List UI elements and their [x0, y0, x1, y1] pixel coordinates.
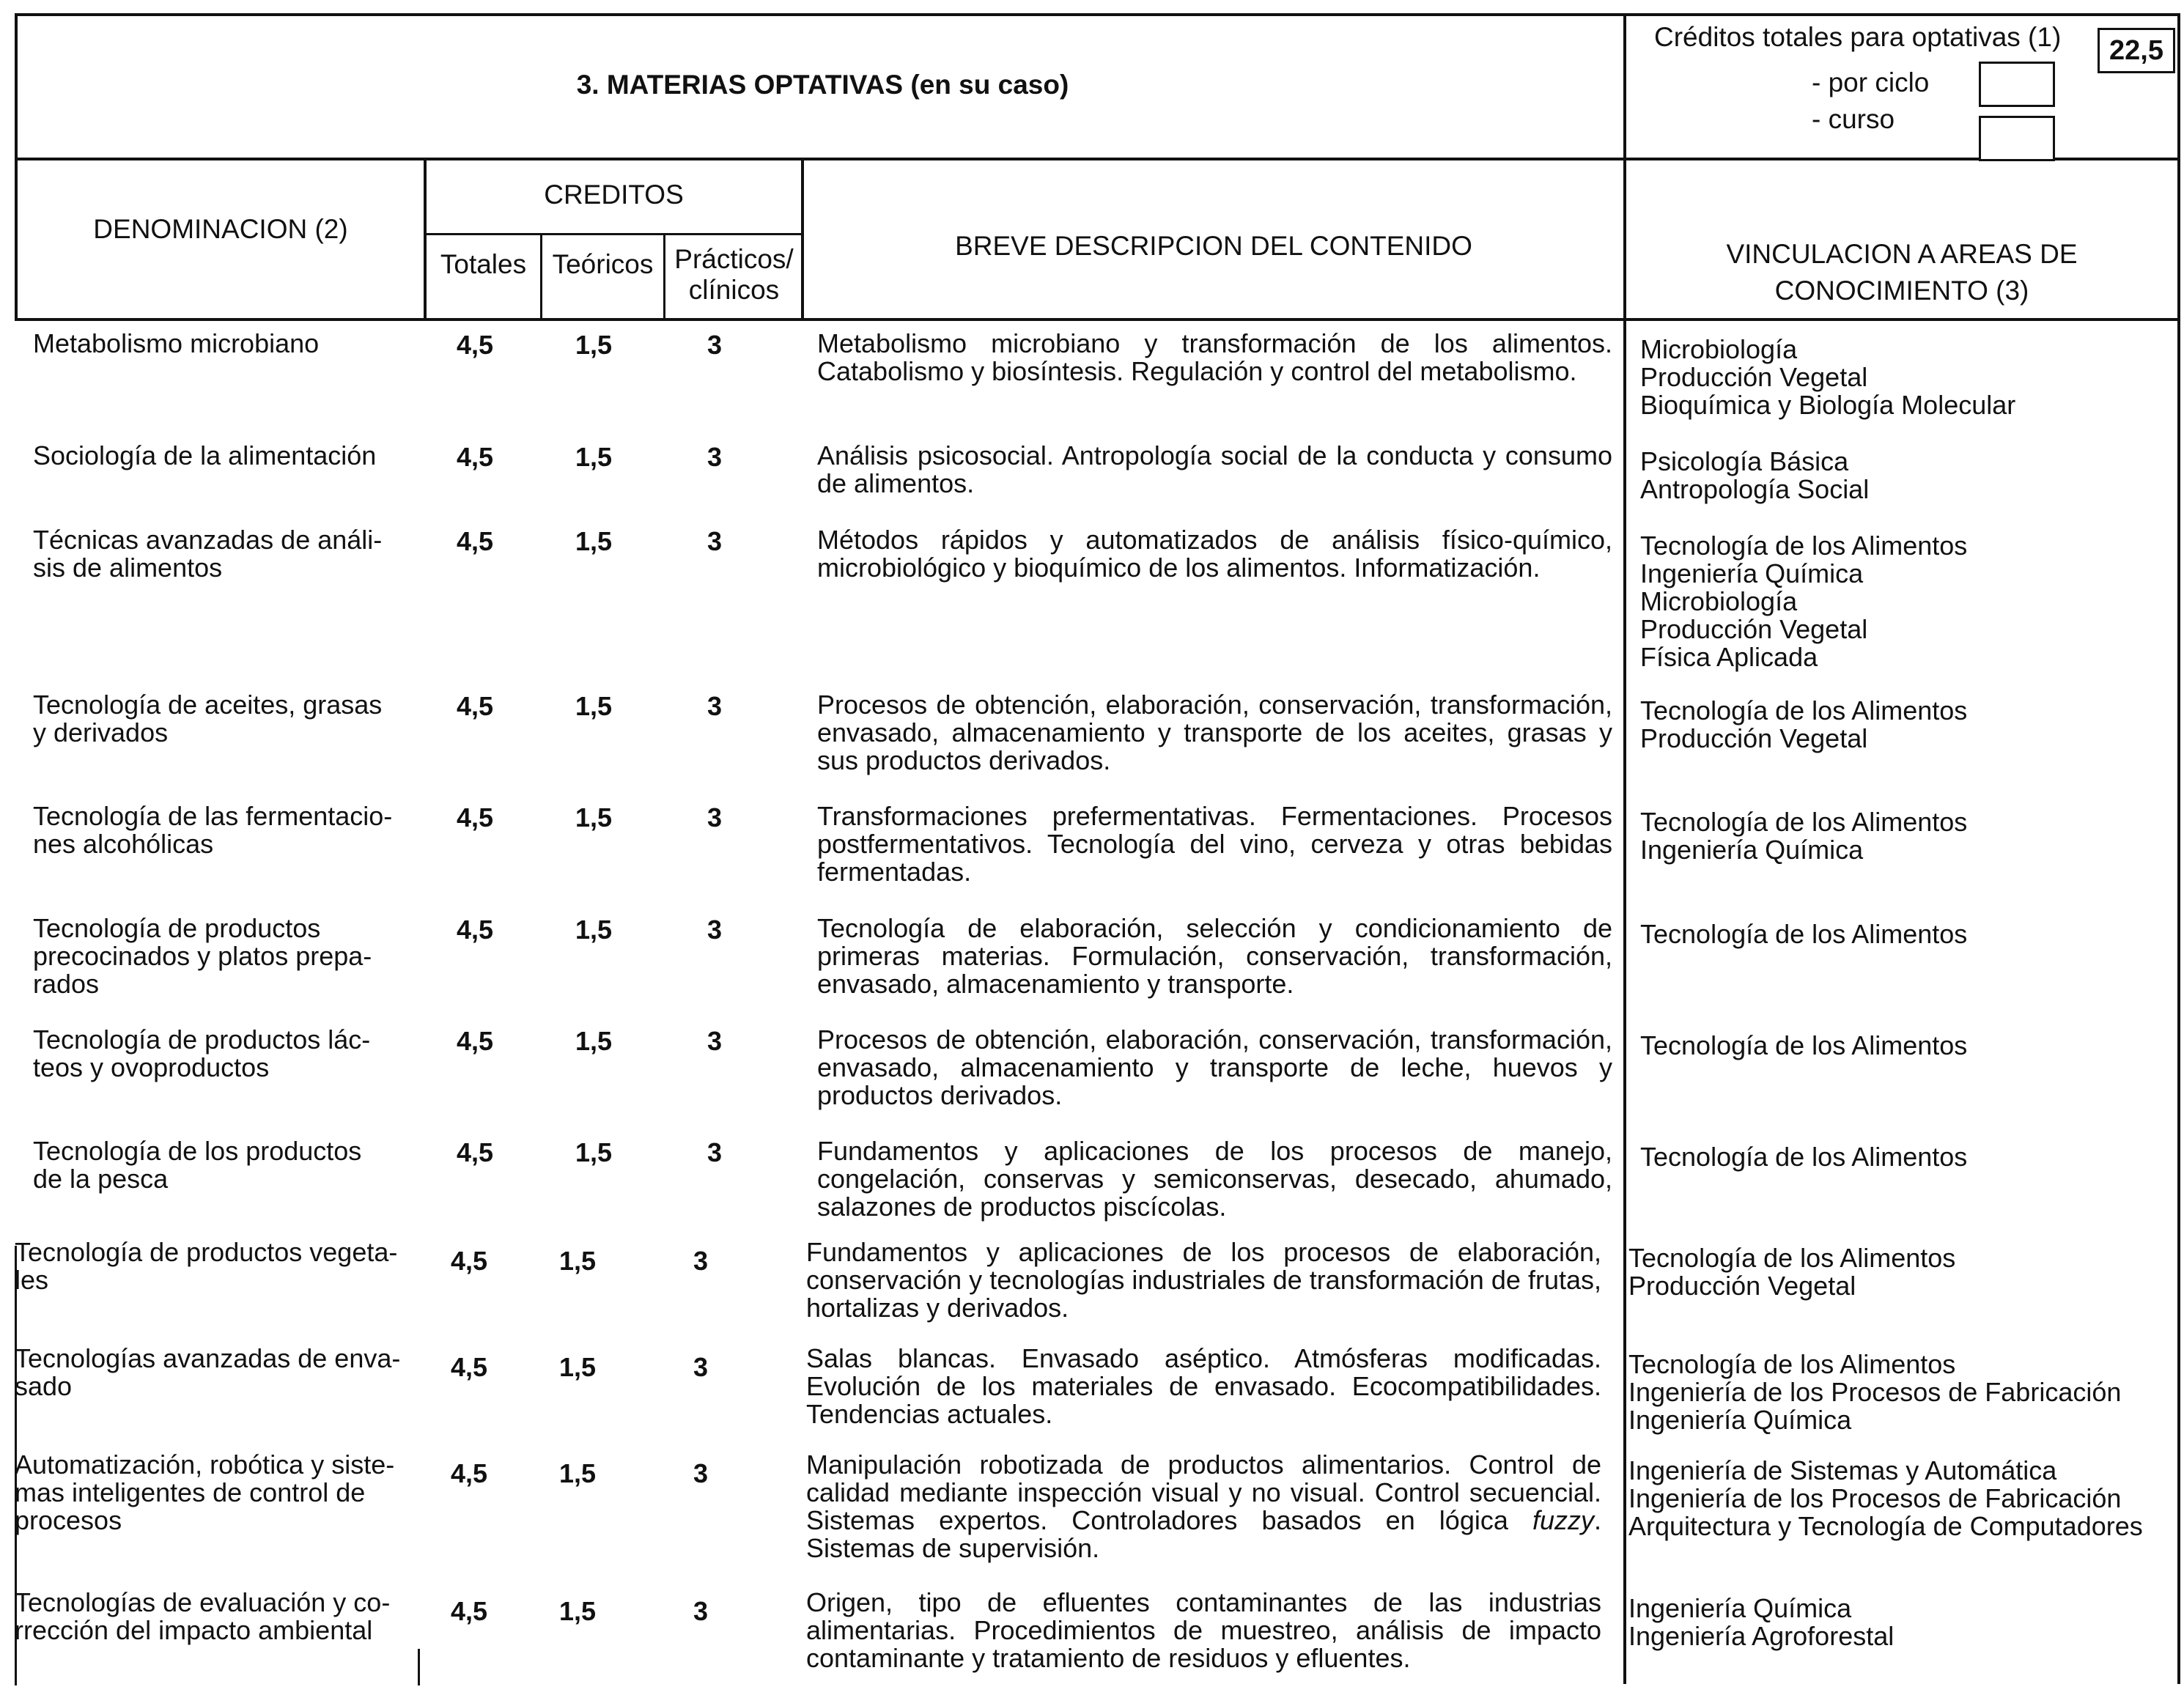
credits-totales: 4,5	[456, 802, 494, 832]
knowledge-area: Tecnología de los Alimentos	[1640, 695, 1968, 725]
knowledge-areas	[1640, 532, 2173, 671]
subject-name	[33, 1137, 414, 1193]
description-part: . Sistemas de supervisión.	[806, 1505, 1601, 1563]
credits-totales: 4,5	[456, 1026, 494, 1056]
frame-left	[15, 13, 18, 321]
col-totales: Totales	[440, 249, 527, 279]
subject-description: Métodos rápidos y automatizados de análisis físico-químico, microbiológico y bioquímico de los alimentos. Informatización.	[817, 525, 1612, 583]
credits-teoricos: 1,5	[575, 442, 613, 472]
knowledge-area: Ingeniería Química	[1628, 1593, 1852, 1623]
knowledge-area: Ingeniería de los Procesos de Fabricación	[1628, 1377, 2122, 1407]
credits-totales: 4,5	[450, 1246, 488, 1276]
credits-total-value: 22,5	[2098, 28, 2175, 73]
subject-name-line: Sociología de la alimentación	[33, 440, 377, 470]
subject-description: Análisis psicosocial. Antropología social de la conducta y consumo de alimentos.	[817, 440, 1612, 498]
knowledge-area: Ingeniería Química	[1640, 558, 1864, 588]
knowledge-areas	[1628, 1351, 2173, 1434]
subject-description: Origen, tipo de efluentes contaminantes de las industrias alimentarias. Procedimientos de muestreo, análisis de impacto contaminante y tratamiento de residuos y efluentes.	[806, 1587, 1601, 1673]
knowledge-area: Producción Vegetal	[1640, 362, 1868, 392]
credits-total-label: Créditos totales para optativas (1)	[1654, 22, 2062, 52]
col-denominacion: DENOMINACION (2)	[93, 214, 348, 244]
subject-name	[33, 802, 414, 858]
knowledge-area: Física Aplicada	[1640, 642, 1818, 672]
subject-name-line: de la pesca	[33, 1164, 169, 1194]
col-vinculacion	[1626, 236, 2177, 309]
credits-teoricos: 1,5	[558, 1458, 597, 1488]
frame-right	[2177, 13, 2180, 1684]
knowledge-area: Tecnología de los Alimentos	[1640, 531, 1968, 561]
subject-name	[33, 442, 414, 470]
credits-practicos: 3	[693, 1596, 709, 1626]
knowledge-areas	[1640, 1032, 2173, 1060]
subject-name	[15, 1238, 414, 1294]
knowledge-area: Producción Vegetal	[1628, 1271, 1856, 1301]
col-practicos-line2: clínicos	[688, 275, 780, 305]
subject-name-line: y derivados	[33, 717, 169, 747]
subject-name-line: Automatización, robótica y siste-	[15, 1450, 395, 1480]
credits-totales: 4,5	[456, 691, 494, 721]
subject-name-line: precocinados y platos prepa-	[33, 941, 372, 971]
knowledge-area: Tecnología de los Alimentos	[1640, 1030, 1968, 1060]
subject-name-line: Tecnología de las fermentacio-	[33, 801, 393, 831]
subject-name	[33, 330, 414, 358]
subject-name-line: Metabolismo microbiano	[33, 328, 320, 358]
credits-practicos: 3	[707, 1137, 723, 1167]
subject-description: Metabolismo microbiano y transformación de los alimentos. Catabolismo y biosíntesis. Regulación y control del metabolismo.	[817, 328, 1612, 386]
subject-name-line: nes alcohólicas	[33, 829, 214, 859]
per-course-box	[1979, 116, 2055, 161]
knowledge-areas	[1640, 448, 2173, 503]
credits-practicos: 3	[707, 915, 723, 945]
description-part: fuzzy	[1532, 1505, 1594, 1535]
subject-name-line: rrección del impacto ambiental	[15, 1615, 373, 1645]
knowledge-areas	[1640, 697, 2173, 753]
body-left-stub	[418, 1649, 420, 1685]
knowledge-area: Microbiología	[1640, 334, 1798, 364]
credits-totales: 4,5	[456, 442, 494, 472]
subject-name-line: Tecnología de los productos	[33, 1136, 362, 1166]
knowledge-areas	[1640, 808, 2173, 864]
subject-name	[15, 1345, 414, 1400]
knowledge-areas	[1640, 1143, 2173, 1171]
knowledge-area: Ingeniería Química	[1640, 835, 1864, 865]
subject-description: Procesos de obtención, elaboración, conservación, transformación, envasado, almacenamiento y transporte de los aceites, grasas y sus productos derivados.	[817, 690, 1612, 775]
subject-name	[15, 1451, 414, 1535]
col-creditos: CREDITOS	[544, 180, 684, 210]
subject-name-line: rados	[33, 969, 100, 999]
per-cycle-label: - por ciclo	[1812, 67, 1930, 97]
credits-practicos: 3	[707, 442, 723, 472]
subject-name-line: Tecnología de aceites, grasas	[33, 690, 383, 720]
credits-practicos: 3	[707, 330, 723, 360]
credits-practicos: 3	[707, 802, 723, 832]
subject-description: Fundamentos y aplicaciones de los procesos de manejo, congelación, conservas y semiconservas, desecado, ahumado, salazones de productos piscícolas.	[817, 1136, 1612, 1222]
subject-name-line: Tecnologías avanzadas de enva-	[15, 1343, 401, 1373]
knowledge-area: Antropología Social	[1640, 474, 1870, 504]
knowledge-area: Ingeniería de los Procesos de Fabricación	[1628, 1483, 2122, 1513]
col-teoricos: Teóricos	[552, 249, 654, 279]
col-practicos-line1: Prácticos/	[674, 244, 794, 274]
subject-name	[33, 691, 414, 747]
subject-name-line: sado	[15, 1371, 73, 1401]
credits-teoricos: 1,5	[558, 1352, 597, 1382]
subject-name	[33, 526, 414, 582]
credits-teoricos: 1,5	[575, 526, 613, 556]
credits-totales: 4,5	[456, 330, 494, 360]
description-part: Manipulación robotizada de productos alimentarios. Control de calidad mediante inspección visual y no visual. Control secuencial. Sistemas expertos. Controladores basados en lógica	[806, 1450, 1601, 1535]
subject-name-line: mas inteligentes de control de	[15, 1477, 366, 1507]
subject-name-line: sis de alimentos	[33, 553, 223, 583]
per-course-label: - curso	[1812, 104, 1895, 134]
header-bottom-rule	[15, 158, 2180, 160]
credits-teoricos: 1,5	[575, 330, 613, 360]
credits-teoricos: 1,5	[575, 915, 613, 945]
creditos-subrule	[424, 233, 803, 235]
knowledge-areas	[1628, 1244, 2173, 1300]
subject-description: Fundamentos y aplicaciones de los procesos de elaboración, conservación y tecnologías industriales de transformación de frutas, hortalizas y derivados.	[806, 1237, 1601, 1323]
col-vinculacion-line1: VINCULACION A AREAS DE	[1726, 239, 2078, 269]
knowledge-areas	[1640, 336, 2173, 419]
col-practicos	[665, 244, 803, 306]
credits-practicos: 3	[693, 1246, 709, 1276]
credits-totales: 4,5	[450, 1458, 488, 1488]
credits-totales: 4,5	[450, 1596, 488, 1626]
knowledge-area: Arquitectura y Tecnología de Computadores	[1628, 1511, 2143, 1541]
subject-name-line: Tecnología de productos	[33, 913, 321, 943]
credits-practicos: 3	[693, 1458, 709, 1488]
subject-description: Procesos de obtención, elaboración, conservación, transformación, envasado, almacenamiento y transporte de leche, huevos y productos derivados.	[817, 1024, 1612, 1110]
knowledge-areas	[1640, 920, 2173, 948]
credits-totales: 4,5	[450, 1352, 488, 1382]
knowledge-area: Psicología Básica	[1640, 446, 1849, 476]
knowledge-areas	[1628, 1457, 2173, 1540]
frame-top	[15, 13, 2180, 16]
credits-teoricos: 1,5	[558, 1246, 597, 1276]
subject-name	[33, 1026, 414, 1082]
colhead-bottom-rule	[15, 318, 2180, 321]
col-vinculacion-line2: CONOCIMIENTO (3)	[1774, 276, 2029, 306]
credits-teoricos: 1,5	[575, 1026, 613, 1056]
knowledge-area: Producción Vegetal	[1640, 614, 1868, 644]
knowledge-area: Ingeniería Agroforestal	[1628, 1621, 1895, 1651]
subject-description: Salas blancas. Envasado aséptico. Atmósferas modificadas. Evolución de los materiales de envasado. Ecocompatibilidades. Tendencias actuales.	[806, 1343, 1601, 1429]
subject-name-line: Tecnología de productos lác-	[33, 1024, 371, 1055]
subject-name-line: Tecnologías de evaluación y co-	[15, 1587, 391, 1617]
subject-description: Transformaciones prefermentativas. Fermentaciones. Procesos postfermentativos. Tecnología del vino, cerveza y otras bebidas fermentadas.	[817, 801, 1612, 887]
section-title: 3. MATERIAS OPTATIVAS (en su caso)	[576, 70, 1069, 100]
knowledge-area: Tecnología de los Alimentos	[1628, 1349, 1956, 1379]
credits-teoricos: 1,5	[558, 1596, 597, 1626]
credits-teoricos: 1,5	[575, 1137, 613, 1167]
subject-name	[33, 915, 414, 998]
subject-name-line: procesos	[15, 1505, 122, 1535]
credits-totales: 4,5	[456, 915, 494, 945]
credits-practicos: 3	[707, 526, 723, 556]
subject-name	[15, 1589, 414, 1644]
subject-name-line: les	[15, 1265, 49, 1295]
credits-totales: 4,5	[456, 526, 494, 556]
subject-name-line: Tecnología de productos vegeta-	[15, 1237, 398, 1267]
knowledge-area: Tecnología de los Alimentos	[1628, 1243, 1956, 1273]
credits-teoricos: 1,5	[575, 802, 613, 832]
knowledge-area: Ingeniería de Sistemas y Automática	[1628, 1455, 2057, 1485]
credits-teoricos: 1,5	[575, 691, 613, 721]
knowledge-area: Producción Vegetal	[1640, 723, 1868, 753]
credits-practicos: 3	[707, 691, 723, 721]
col-descripcion: BREVE DESCRIPCION DEL CONTENIDO	[955, 231, 1472, 261]
subject-description: Tecnología de elaboración, selección y condicionamiento de primeras materias. Formulación, conservación, transformación, envasado, almacenamiento y transporte.	[817, 913, 1612, 999]
knowledge-areas	[1628, 1595, 2173, 1650]
knowledge-area: Tecnología de los Alimentos	[1640, 919, 1968, 949]
knowledge-area: Ingeniería Química	[1628, 1405, 1852, 1435]
subject-description	[806, 1451, 1601, 1562]
credits-practicos: 3	[693, 1352, 709, 1382]
knowledge-area: Bioquímica y Biología Molecular	[1640, 390, 2016, 420]
subject-name-line: Técnicas avanzadas de análi-	[33, 525, 383, 555]
subject-name-line: teos y ovoproductos	[33, 1052, 270, 1082]
knowledge-area: Microbiología	[1640, 586, 1798, 616]
per-cycle-box	[1979, 62, 2055, 107]
credits-practicos: 3	[707, 1026, 723, 1056]
knowledge-area: Tecnología de los Alimentos	[1640, 1142, 1968, 1172]
credits-totales: 4,5	[456, 1137, 494, 1167]
knowledge-area: Tecnología de los Alimentos	[1640, 807, 1968, 837]
